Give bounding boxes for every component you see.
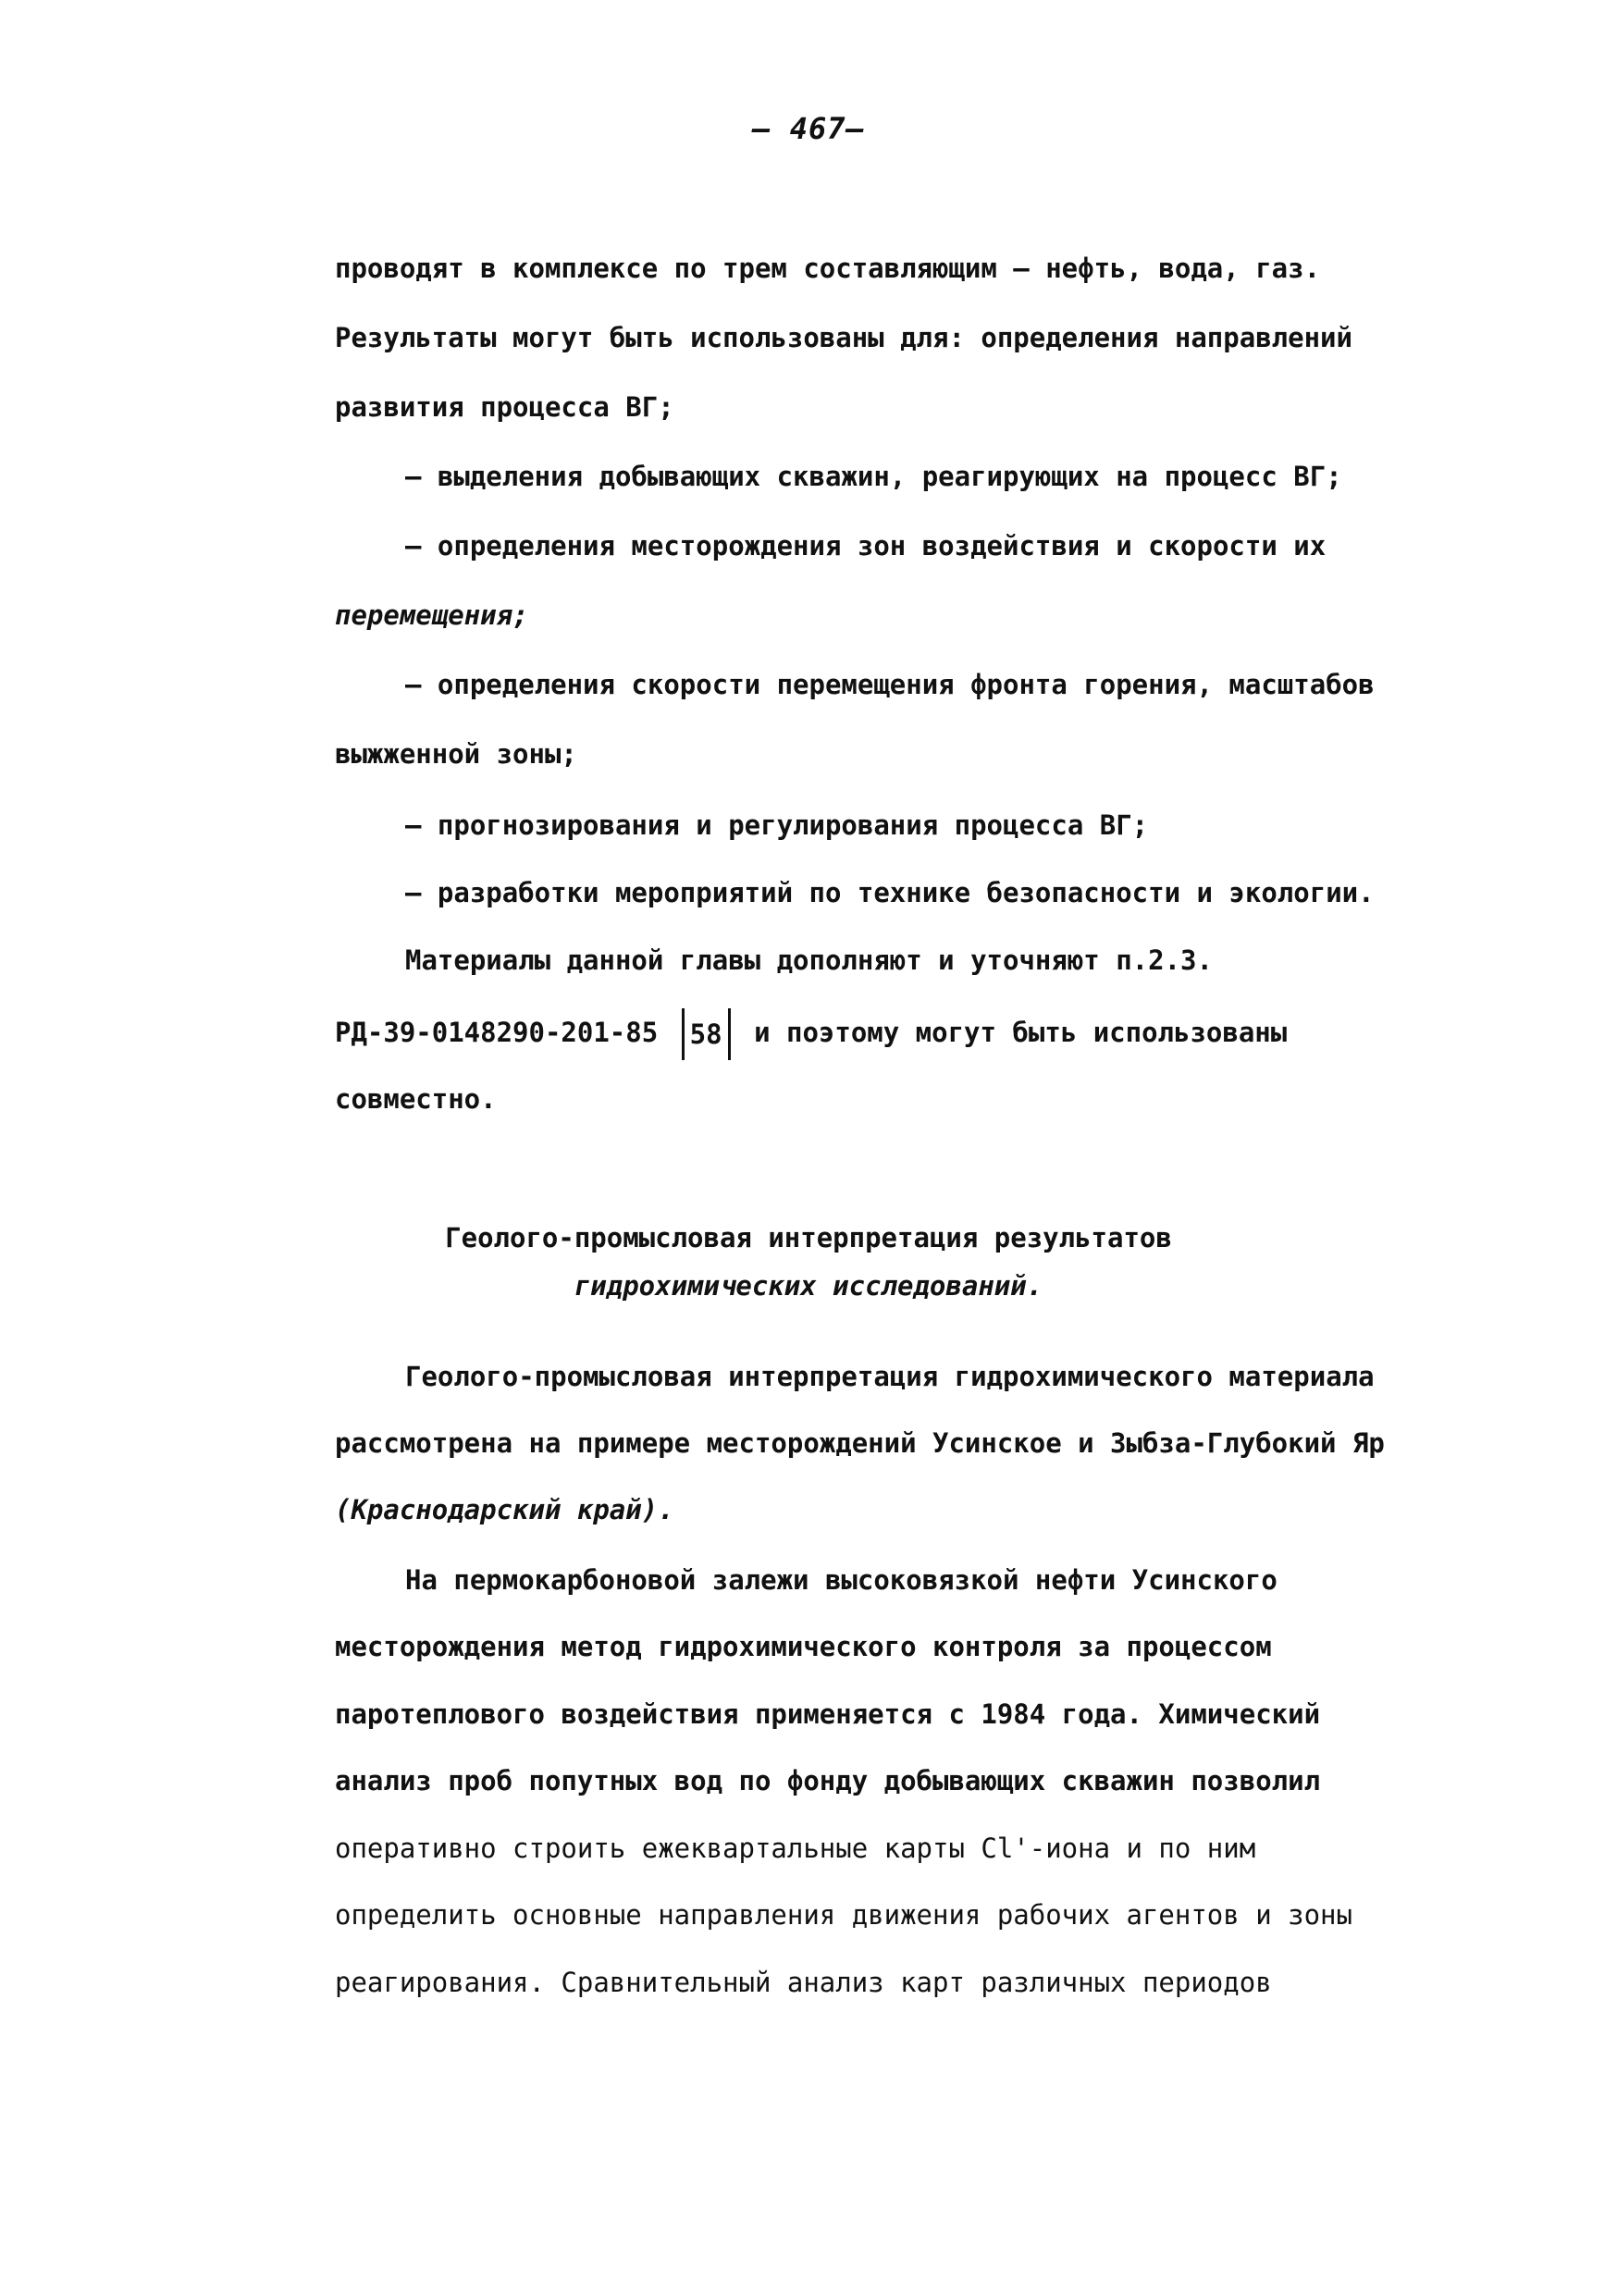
section-heading-line-1: Геолого-промысловая интерпретация результатов bbox=[445, 1222, 1172, 1253]
para2-line-6: определить основные направления движения рабочих агентов и зоны bbox=[335, 1899, 1352, 1931]
bullet-5: – разработки мероприятий по технике безопасности и экологии. bbox=[405, 877, 1375, 908]
bullet-3-line-2: выжженной зоны; bbox=[335, 738, 577, 770]
para2-line-4: анализ проб попутных вод по фонду добывающих скважин позволил bbox=[335, 1765, 1321, 1796]
materials-line-1: Материалы данной главы дополняют и уточняют п.2.3. bbox=[405, 944, 1213, 976]
intro-line-3: развития процесса ВГ; bbox=[335, 391, 674, 423]
para1-line-1: Геолого-промысловая интерпретация гидрохимического материала bbox=[405, 1361, 1375, 1392]
bullet-4: – прогнозирования и регулирования процесса ВГ; bbox=[405, 809, 1149, 841]
document-code: РД-39-0148290-201-85 bbox=[335, 1017, 659, 1048]
para1-line-3: (Краснодарский край). bbox=[335, 1494, 674, 1525]
para2-line-5: оперативно строить ежеквартальные карты Cl'-иона и по ним bbox=[335, 1833, 1256, 1864]
para1-line-2: рассмотрена на примере месторождений Усинское и Зыбза-Глубокий Яр bbox=[335, 1427, 1385, 1459]
intro-line-1: проводят в комплексе по трем составляющим – нефть, вода, газ. bbox=[335, 253, 1321, 284]
para2-line-1: На пермокарбоновой залежи высоковязкой нефти Усинского bbox=[405, 1564, 1278, 1596]
bullet-2-line-2: перемещения; bbox=[335, 599, 529, 631]
page-number: – 467– bbox=[752, 111, 865, 146]
section-heading-line-2: гидрохимических исследований. bbox=[574, 1270, 1043, 1302]
para2-line-3: паротеплового воздействия применяется с 1984 года. Химический bbox=[335, 1698, 1321, 1730]
intro-line-2: Результаты могут быть использованы для: определения направлений bbox=[335, 322, 1352, 353]
reference-number: 58 bbox=[689, 1018, 722, 1050]
bullet-2-line-1: – определения месторождения зон воздействия и скорости их bbox=[405, 530, 1327, 562]
bullet-1: – выделения добывающих скважин, реагирующих на процесс ВГ; bbox=[405, 461, 1342, 492]
para2-line-7: реагирования. Сравнительный анализ карт различных периодов bbox=[335, 1967, 1272, 1998]
reference-bracket bbox=[682, 1008, 731, 1060]
para2-line-2: месторождения метод гидрохимического контроля за процессом bbox=[335, 1631, 1272, 1662]
materials-line-3: совместно. bbox=[335, 1083, 497, 1115]
materials-line-2 bbox=[335, 1008, 1287, 1060]
bullet-3-line-1: – определения скорости перемещения фронта горения, масштабов bbox=[405, 669, 1375, 700]
materials-line-2-rest: и поэтому могут быть использованы bbox=[754, 1017, 1288, 1048]
